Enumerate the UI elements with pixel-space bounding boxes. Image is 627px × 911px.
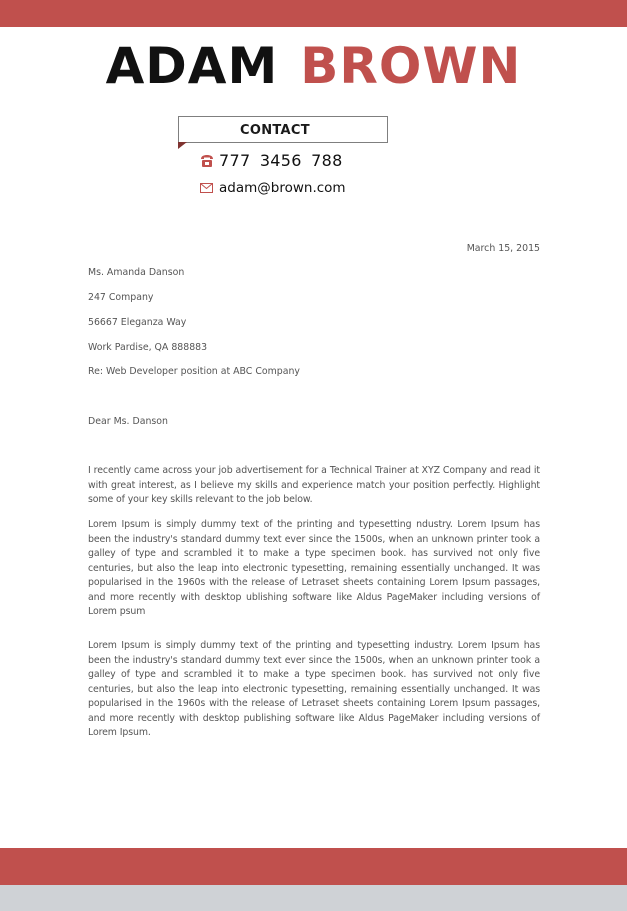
letter-date: March 15, 2015: [466, 243, 540, 254]
recipient-name: Ms. Amanda Danson: [88, 267, 185, 278]
contact-heading: CONTACT: [240, 123, 310, 138]
recipient-city: Work Pardise, QA 888883: [88, 342, 208, 353]
applicant-name: [0, 38, 627, 94]
envelope-icon: [200, 183, 213, 193]
bottom-accent-band: [0, 848, 627, 885]
last-name: BROWN: [300, 37, 522, 95]
email-address: adam@brown.com: [219, 180, 346, 196]
phone-icon: [200, 154, 214, 168]
letter-paragraph-2: Lorem Ipsum is simply dummy text of the printing and typesetting ndustry. Lorem Ipsum has been the industry's standard dummy text ever since the 1500s, when an unknown printer took a galley of type and scrambled it to make a type specimen book. has survived not only five centuries, but also the leap into electronic typesetting, remaining essentially unchanged. It was popularised in the 1960s with the release of Letraset sheets containing Lorem Ipsum passages, and more recently with desktop ublishing software like Aldus PageMaker including versions of Lorem psum: [88, 519, 540, 617]
recipient-street: 56667 Eleganza Way: [88, 317, 187, 328]
letter-salutation: Dear Ms. Danson: [88, 416, 168, 427]
letter-paragraph-3: Lorem Ipsum is simply dummy text of the printing and typesetting industry. Lorem Ipsum has been the industry's standard dummy text ever since the 1500s, when an unknown printer took a galley of type and scrambled it to make a type specimen book. has survived not only five centuries, but also the leap into electronic typesetting, remaining essentially unchanged. It was popularised in the 1960s with the release of Letraset sheets containing Lorem Ipsum passages, and more recently with desktop publishing software like Aldus PageMaker including versions of Lorem Ipsum.: [88, 640, 540, 738]
letter-paragraph-1: I recently came across your job advertisement for a Technical Trainer at XYZ Company and read it with great interest, as I believe my skills and experience match your position perfectly. Highlight some of your key skills relevant to the job below.: [88, 465, 540, 505]
contact-banner-fold: [178, 142, 187, 149]
first-name: ADAM: [105, 37, 279, 95]
letter-subject: Re: Web Developer position at ABC Company: [88, 366, 300, 377]
top-accent-band: [0, 0, 627, 27]
recipient-company: 247 Company: [88, 292, 154, 303]
phone-number: 777 3456 788: [219, 151, 343, 170]
